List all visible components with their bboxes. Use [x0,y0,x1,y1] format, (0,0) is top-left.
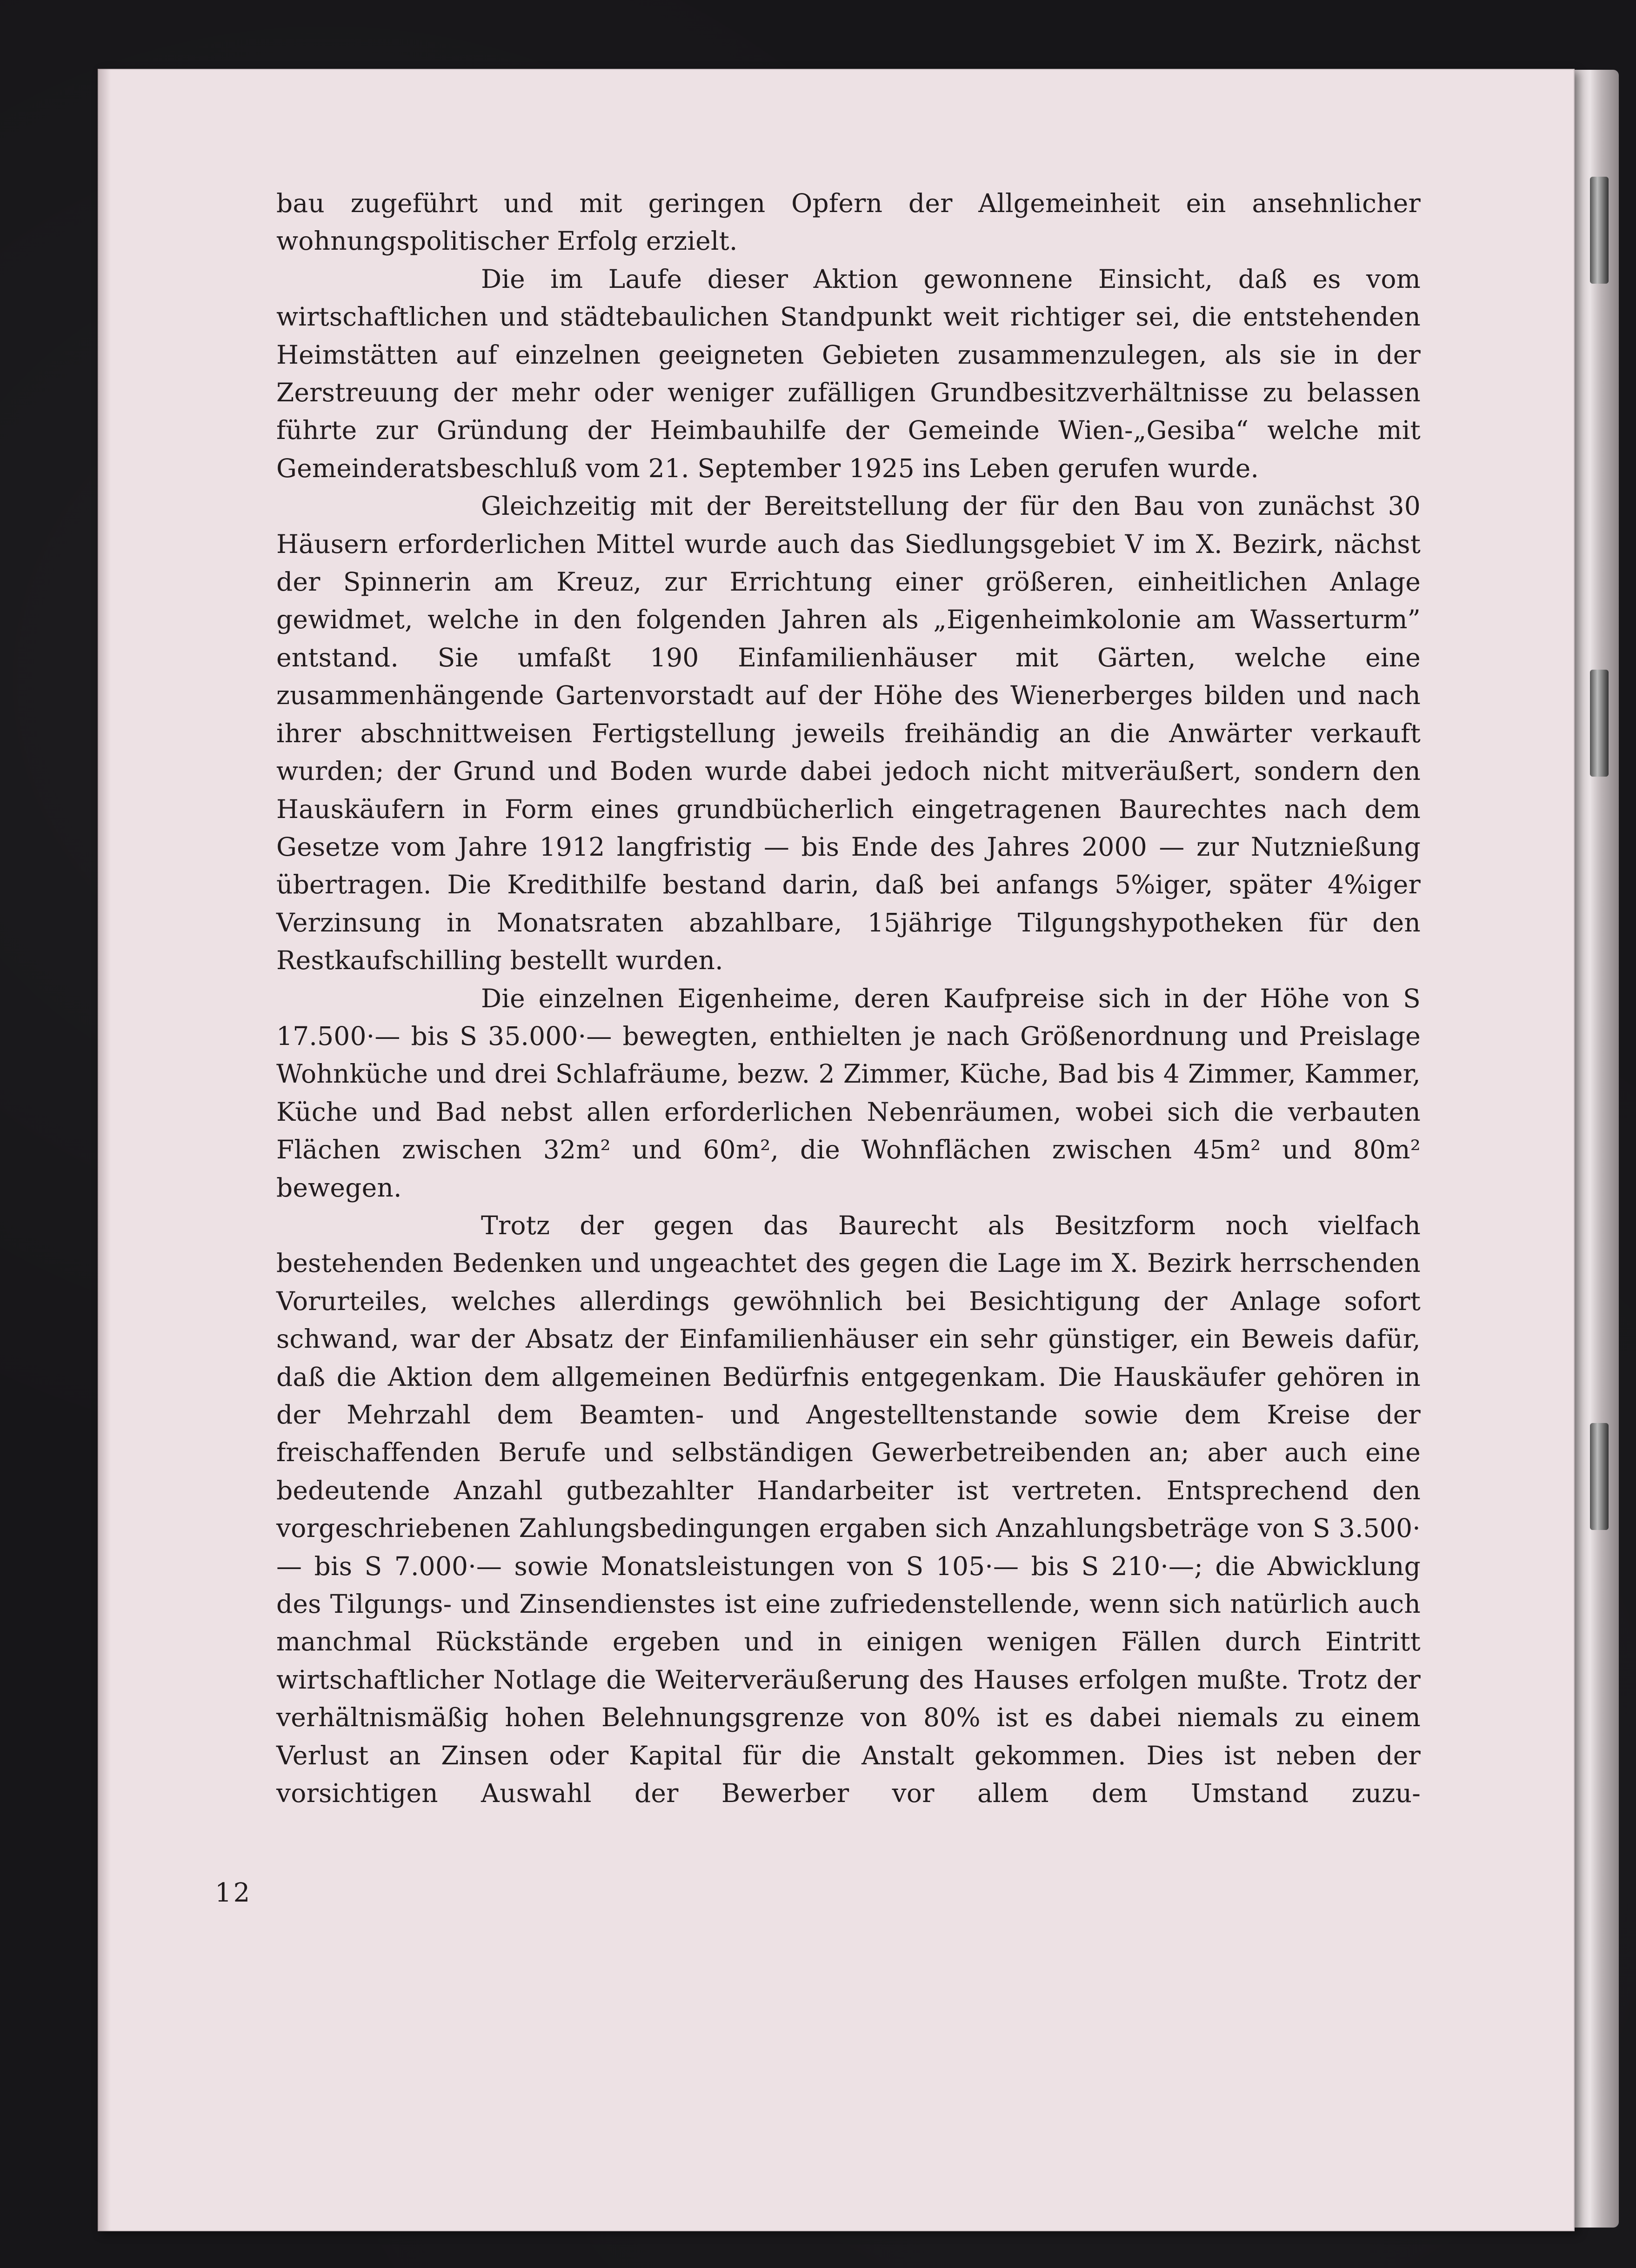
binding-clip [1590,177,1609,284]
paragraph: Trotz der gegen das Baurecht als Besitzform noch vielfach bestehenden Bedenken und ungeachtet des gegen die Lage im X. Bezirk herrschenden Vorurteiles, welches allerdings gewöhnlich bei Besichtigung der Anlage sofort schwand, war der Absatz der Einfamilienhäuser ein sehr günstiger, ein Beweis dafür, daß die Aktion dem allgemeinen Bedürfnis entgegenkam. Die Hauskäufer gehören in der Mehrzahl dem Beamten- und Angestelltenstande sowie dem Kreise der freischaffenden Berufe und selbständigen Gewerbetreibenden an; aber auch eine bedeutende Anzahl gutbezahlter Handarbeiter ist vertreten. Entsprechend den vorgeschriebenen Zahlungsbedingungen ergaben sich Anzahlungsbeträge von S 3.500·— bis S 7.000·— sowie Monatsleistungen von S 105·— bis S 210·—; die Abwicklung des Tilgungs- und Zinsendienstes ist eine zufriedenstellende, wenn sich natürlich auch manchmal Rückstände ergeben und in einigen wenigen Fällen durch Eintritt wirtschaftlicher Notlage die Weiterveräußerung des Hauses erfolgen mußte. Trotz der verhältnismäßig hohen Belehnungsgrenze von 80% ist es dabei niemals zu einem Verlust an Zinsen oder Kapital für die Anstalt gekommen. Dies ist neben der vorsichtigen Auswahl der Bewerber vor allem dem Umstand zuzu- [276,1210,1421,1809]
book-edge [1575,70,1619,2228]
body-text [276,185,1421,1812]
page-gutter-shadow [98,69,111,2231]
paragraph: bau zugeführt und mit geringen Opfern der Allgemeinheit ein ansehnlicher wohnungspolitischer Erfolg erzielt. [276,188,1421,256]
paragraph: Gleichzeitig mit der Bereitstellung der für den Bau von zunächst 30 Häusern erforderlichen Mittel wurde auch das Siedlungsgebiet V im X. Bezirk, nächst der Spinnerin am Kreuz, zur Errichtung einer größeren, einheitlichen Anlage gewidmet, welche in den folgenden Jahren als „Eigenheimkolonie am Wasserturm” entstand. Sie umfaßt 190 Einfamilienhäuser mit Gärten, welche eine zusammenhängende Gartenvorstadt auf der Höhe des Wienerberges bilden und nach ihrer abschnittweisen Fertigstellung jeweils freihändig an die Anwärter verkauft wurden; der Grund und Boden wurde dabei jedoch nicht mitveräußert, sondern den Hauskäufern in Form eines grundbücherlich eingetragenen Baurechtes nach dem Gesetze vom Jahre 1912 langfristig — bis Ende des Jahres 2000 — zur Nutznießung übertragen. Die Kredithilfe bestand darin, daß bei anfangs 5%iger, später 4%iger Verzinsung in Monatsraten abzahlbare, 15jährige Tilgungshypotheken für den Restkaufschilling bestellt wurden. [276,491,1421,976]
paragraph: Die im Laufe dieser Aktion gewonnene Einsicht, daß es vom wirtschaftlichen und städtebaulichen Standpunkt weit richtiger sei, die entstehenden Heimstätten auf einzelnen geeigneten Gebieten zusammenzulegen, als sie in der Zerstreuung der mehr oder weniger zufälligen Grundbesitzverhältnisse zu belassen führte zur Gründung der Heimbauhilfe der Gemeinde Wien-„Gesiba“ welche mit Gemeinderatsbeschluß vom 21. September 1925 ins Leben gerufen wurde. [276,264,1421,483]
paragraph: Die einzelnen Eigenheime, deren Kaufpreise sich in der Höhe von S 17.500·— bis S 35.000·— bewegten, enthielten je nach Größenordnung und Preislage Wohnküche und drei Schlafräume, bezw. 2 Zimmer, Küche, Bad bis 4 Zimmer, Kammer, Küche und Bad nebst allen erforderlichen Nebenräumen, wobei sich die verbauten Flächen zwischen 32m² und 60m², die Wohnflächen zwischen 45m² und 80m² bewegen. [276,983,1421,1203]
page-number: 12 [215,1878,252,1908]
binding-clip [1590,1423,1609,1530]
binding-clip [1590,670,1609,777]
